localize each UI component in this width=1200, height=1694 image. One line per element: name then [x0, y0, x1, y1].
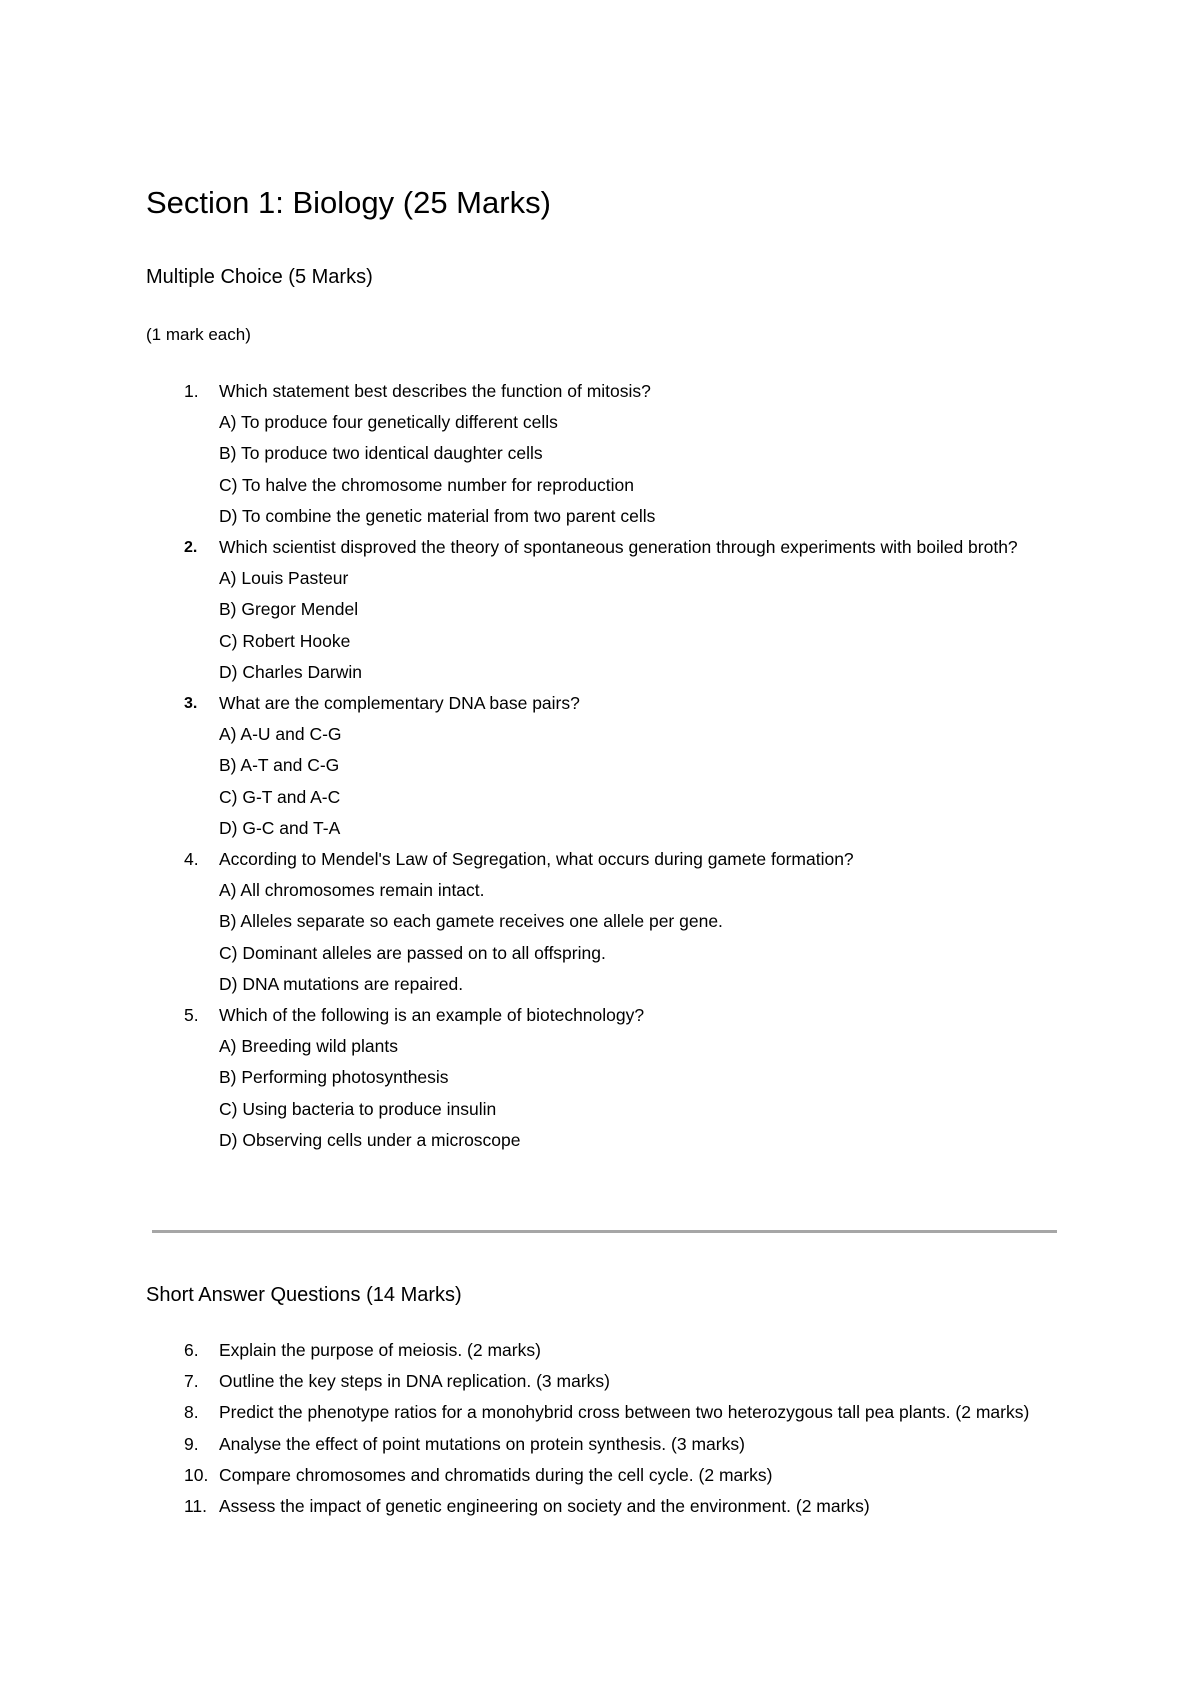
answer-option: C) Using bacteria to produce insulin	[219, 1098, 497, 1119]
answer-option: C) Dominant alleles are passed on to all offspring.	[219, 942, 606, 963]
answer-option: A) All chromosomes remain intact.	[219, 880, 485, 901]
answer-option: A) Louis Pasteur	[219, 568, 349, 589]
question-number: 10.	[184, 1464, 209, 1485]
section-title: Section 1: Biology (25 Marks)	[146, 185, 551, 220]
question-number: 1.	[184, 381, 199, 401]
answer-option: C) Robert Hooke	[219, 630, 351, 651]
question-item	[146, 1397, 1066, 1428]
question-number: 2.	[184, 539, 198, 557]
question-text: According to Mendel's Law of Segregation, what occurs during gamete formation?	[219, 849, 854, 870]
answer-option: B) A-T and C-G	[219, 755, 340, 776]
question-number: 8.	[184, 1402, 199, 1423]
question-text: Which of the following is an example of biotechnology?	[219, 1005, 645, 1026]
answer-option: B) Alleles separate so each gamete receives one allele per gene.	[219, 911, 723, 932]
question-item	[146, 1429, 1066, 1460]
answer-option: B) To produce two identical daughter cells	[219, 443, 543, 464]
question-text: Which scientist disproved the theory of spontaneous generation through experiments with boiled broth?	[219, 537, 1018, 558]
horizontal-divider	[152, 1230, 1057, 1233]
question-number: 11.	[184, 1496, 208, 1517]
answer-option: C) G-T and A-C	[219, 786, 341, 807]
question-number: 5.	[184, 1005, 199, 1026]
short-answer-list	[146, 1335, 1066, 1522]
question-text: Analyse the effect of point mutations on protein synthesis. (3 marks)	[219, 1433, 745, 1454]
answer-option: D) Observing cells under a microscope	[219, 1129, 521, 1150]
question-item	[146, 1460, 1066, 1491]
question-item	[146, 688, 1066, 844]
answer-option: D) G-C and T-A	[219, 817, 341, 838]
question-number: 7.	[184, 1371, 199, 1392]
question-item	[146, 1491, 1066, 1522]
question-number: 3.	[184, 695, 198, 713]
question-text: Compare chromosomes and chromatids during the cell cycle. (2 marks)	[219, 1464, 773, 1485]
answer-option: A) To produce four genetically different cells	[219, 412, 558, 433]
question-item	[146, 532, 1066, 688]
multiple-choice-heading: Multiple Choice (5 Marks)	[146, 266, 373, 288]
question-text: What are the complementary DNA base pairs?	[219, 693, 580, 714]
short-answer-heading: Short Answer Questions (14 Marks)	[146, 1284, 462, 1306]
question-text: Which statement best describes the function of mitosis?	[219, 381, 651, 401]
question-number: 9.	[184, 1433, 199, 1454]
question-text: Predict the phenotype ratios for a monohybrid cross between two heterozygous tall pea plants. (2 marks)	[219, 1402, 1030, 1423]
answer-option: C) To halve the chromosome number for reproduction	[219, 474, 635, 495]
marks-note: (1 mark each)	[146, 325, 251, 344]
answer-option: D) To combine the genetic material from two parent cells	[219, 505, 656, 526]
multiple-choice-list	[146, 376, 1066, 1156]
answer-option: D) Charles Darwin	[219, 661, 362, 682]
question-item	[146, 1335, 1066, 1366]
question-text: Outline the key steps in DNA replication. (3 marks)	[219, 1371, 610, 1392]
answer-option: D) DNA mutations are repaired.	[219, 973, 464, 994]
question-item	[146, 1366, 1066, 1397]
question-item	[146, 844, 1066, 1000]
question-text: Explain the purpose of meiosis. (2 marks)	[219, 1340, 541, 1360]
answer-option: B) Gregor Mendel	[219, 599, 359, 620]
answer-option: B) Performing photosynthesis	[219, 1067, 449, 1088]
question-item	[146, 1000, 1066, 1156]
answer-option: A) Breeding wild plants	[219, 1036, 398, 1057]
question-item	[146, 376, 1066, 532]
answer-option: A) A-U and C-G	[219, 724, 342, 745]
question-number: 4.	[184, 849, 199, 870]
question-text: Assess the impact of genetic engineering on society and the environment. (2 marks)	[219, 1496, 870, 1517]
question-number: 6.	[184, 1340, 199, 1360]
